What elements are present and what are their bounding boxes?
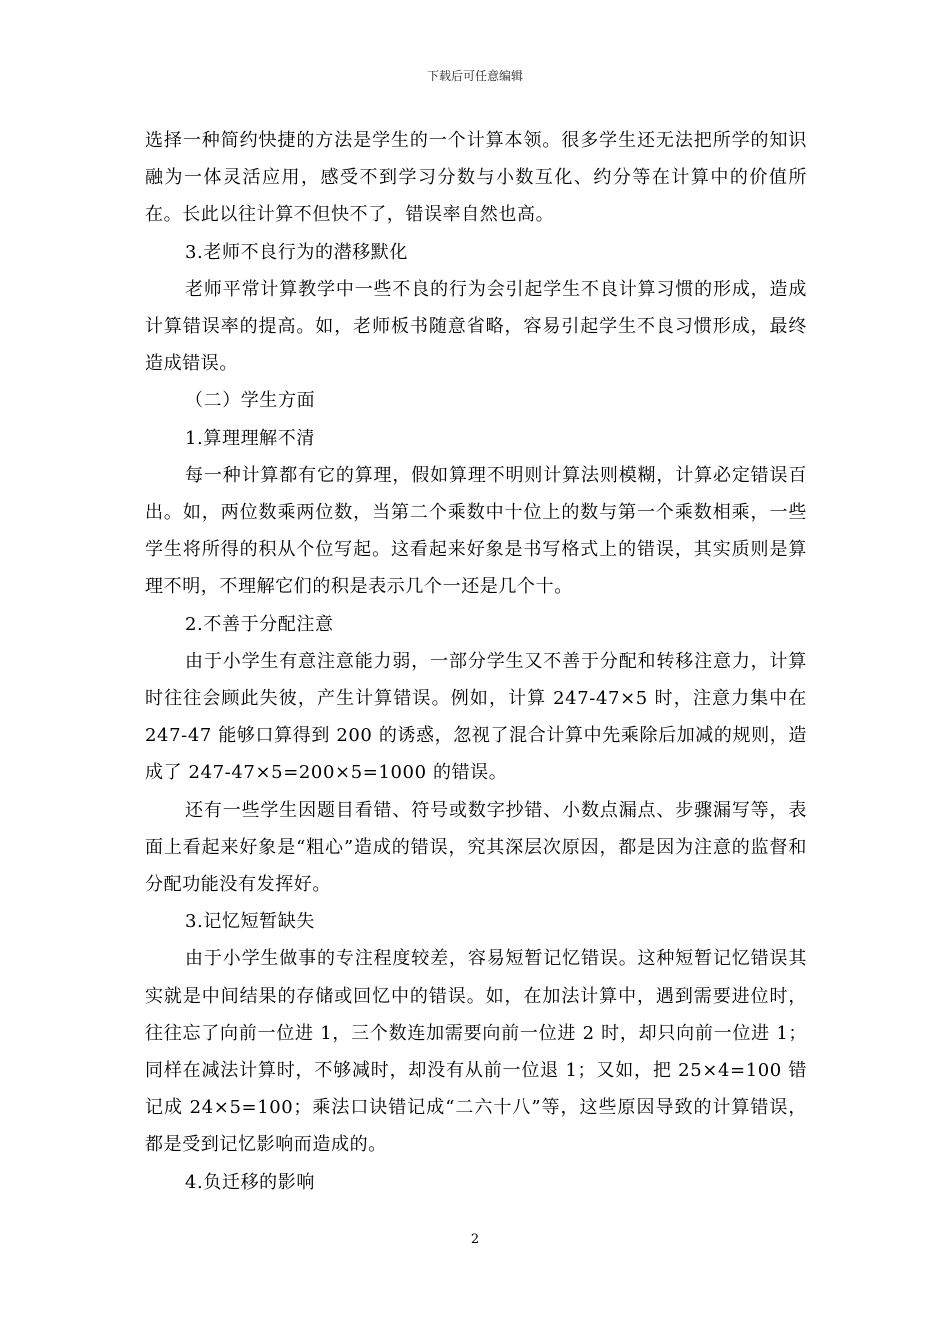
paragraph: 还有一些学生因题目看错、符号或数字抄错、小数点漏点、步骤漏写等，表面上看起来好象是“粗心”造成的错误，究其深层次原因，都是因为注意的监督和分配功能没有发挥好。 [145, 799, 807, 896]
paragraph: 老师平常计算教学中一些不良的行为会引起学生不良计算习惯的形成，造成计算错误率的提高。如，老师板书随意省略，容易引起学生不良习惯形成，最终造成错误。 [145, 278, 807, 375]
document-body [145, 122, 807, 1201]
paragraph: 每一种计算都有它的算理，假如算理不明则计算法则模糊，计算必定错误百出。如，两位数乘两位数，当第二个乘数中十位上的数与第一个乘数相乘，一些学生将所得的积从个位写起。这看起来好象是书写格式上的错误，其实质则是算理不明，不理解它们的积是表示几个一还是几个十。 [145, 464, 807, 598]
paragraph: 由于小学生有意注意能力弱，一部分学生又不善于分配和转移注意力，计算时往往会顾此失彼，产生计算错误。例如，计算 247-47×5 时，注意力集中在 247-47 能够口算得到 200 的诱惑，忽视了混合计算中先乘除后加减的规则，造成了 247-47×5=200×5=1000 的错误。 [145, 650, 807, 784]
section-heading: 3.记忆短暂缺失 [185, 911, 315, 933]
paragraph: 选择一种简约快捷的方法是学生的一个计算本领。很多学生还无法把所学的知识融为一体灵活应用，感受不到学习分数与小数互化、约分等在计算中的价值所在。长此以往计算不但快不了，错误率自然也高。 [145, 130, 807, 226]
section-heading: 2.不善于分配注意 [185, 613, 334, 635]
section-heading: 3.老师不良行为的潜移默化 [185, 241, 408, 263]
paragraph: 由于小学生做事的专注程度较差，容易短暂记忆错误。这种短暂记忆错误其实就是中间结果的存储或回忆中的错误。如，在加法计算中，遇到需要进位时，往往忘了向前一位进 1，三个数连加需要向前一位进 2 时，却只向前一位进 1；同样在减法计算时，不够减时，却没有从前一位退 1；又如，把 25×4=100 错记成 24×5=100；乘法口诀错记成“二六十八”等，这些原因导致的计算错误，都是受到记忆影响而造成的。 [145, 948, 807, 1156]
page-header: 下载后可任意编辑 [426, 69, 523, 83]
section-heading: （二）学生方面 [185, 390, 316, 412]
section-heading: 1.算理理解不清 [185, 427, 315, 449]
page-number: 2 [470, 1232, 480, 1247]
section-heading: 4.负迁移的影响 [185, 1171, 315, 1193]
